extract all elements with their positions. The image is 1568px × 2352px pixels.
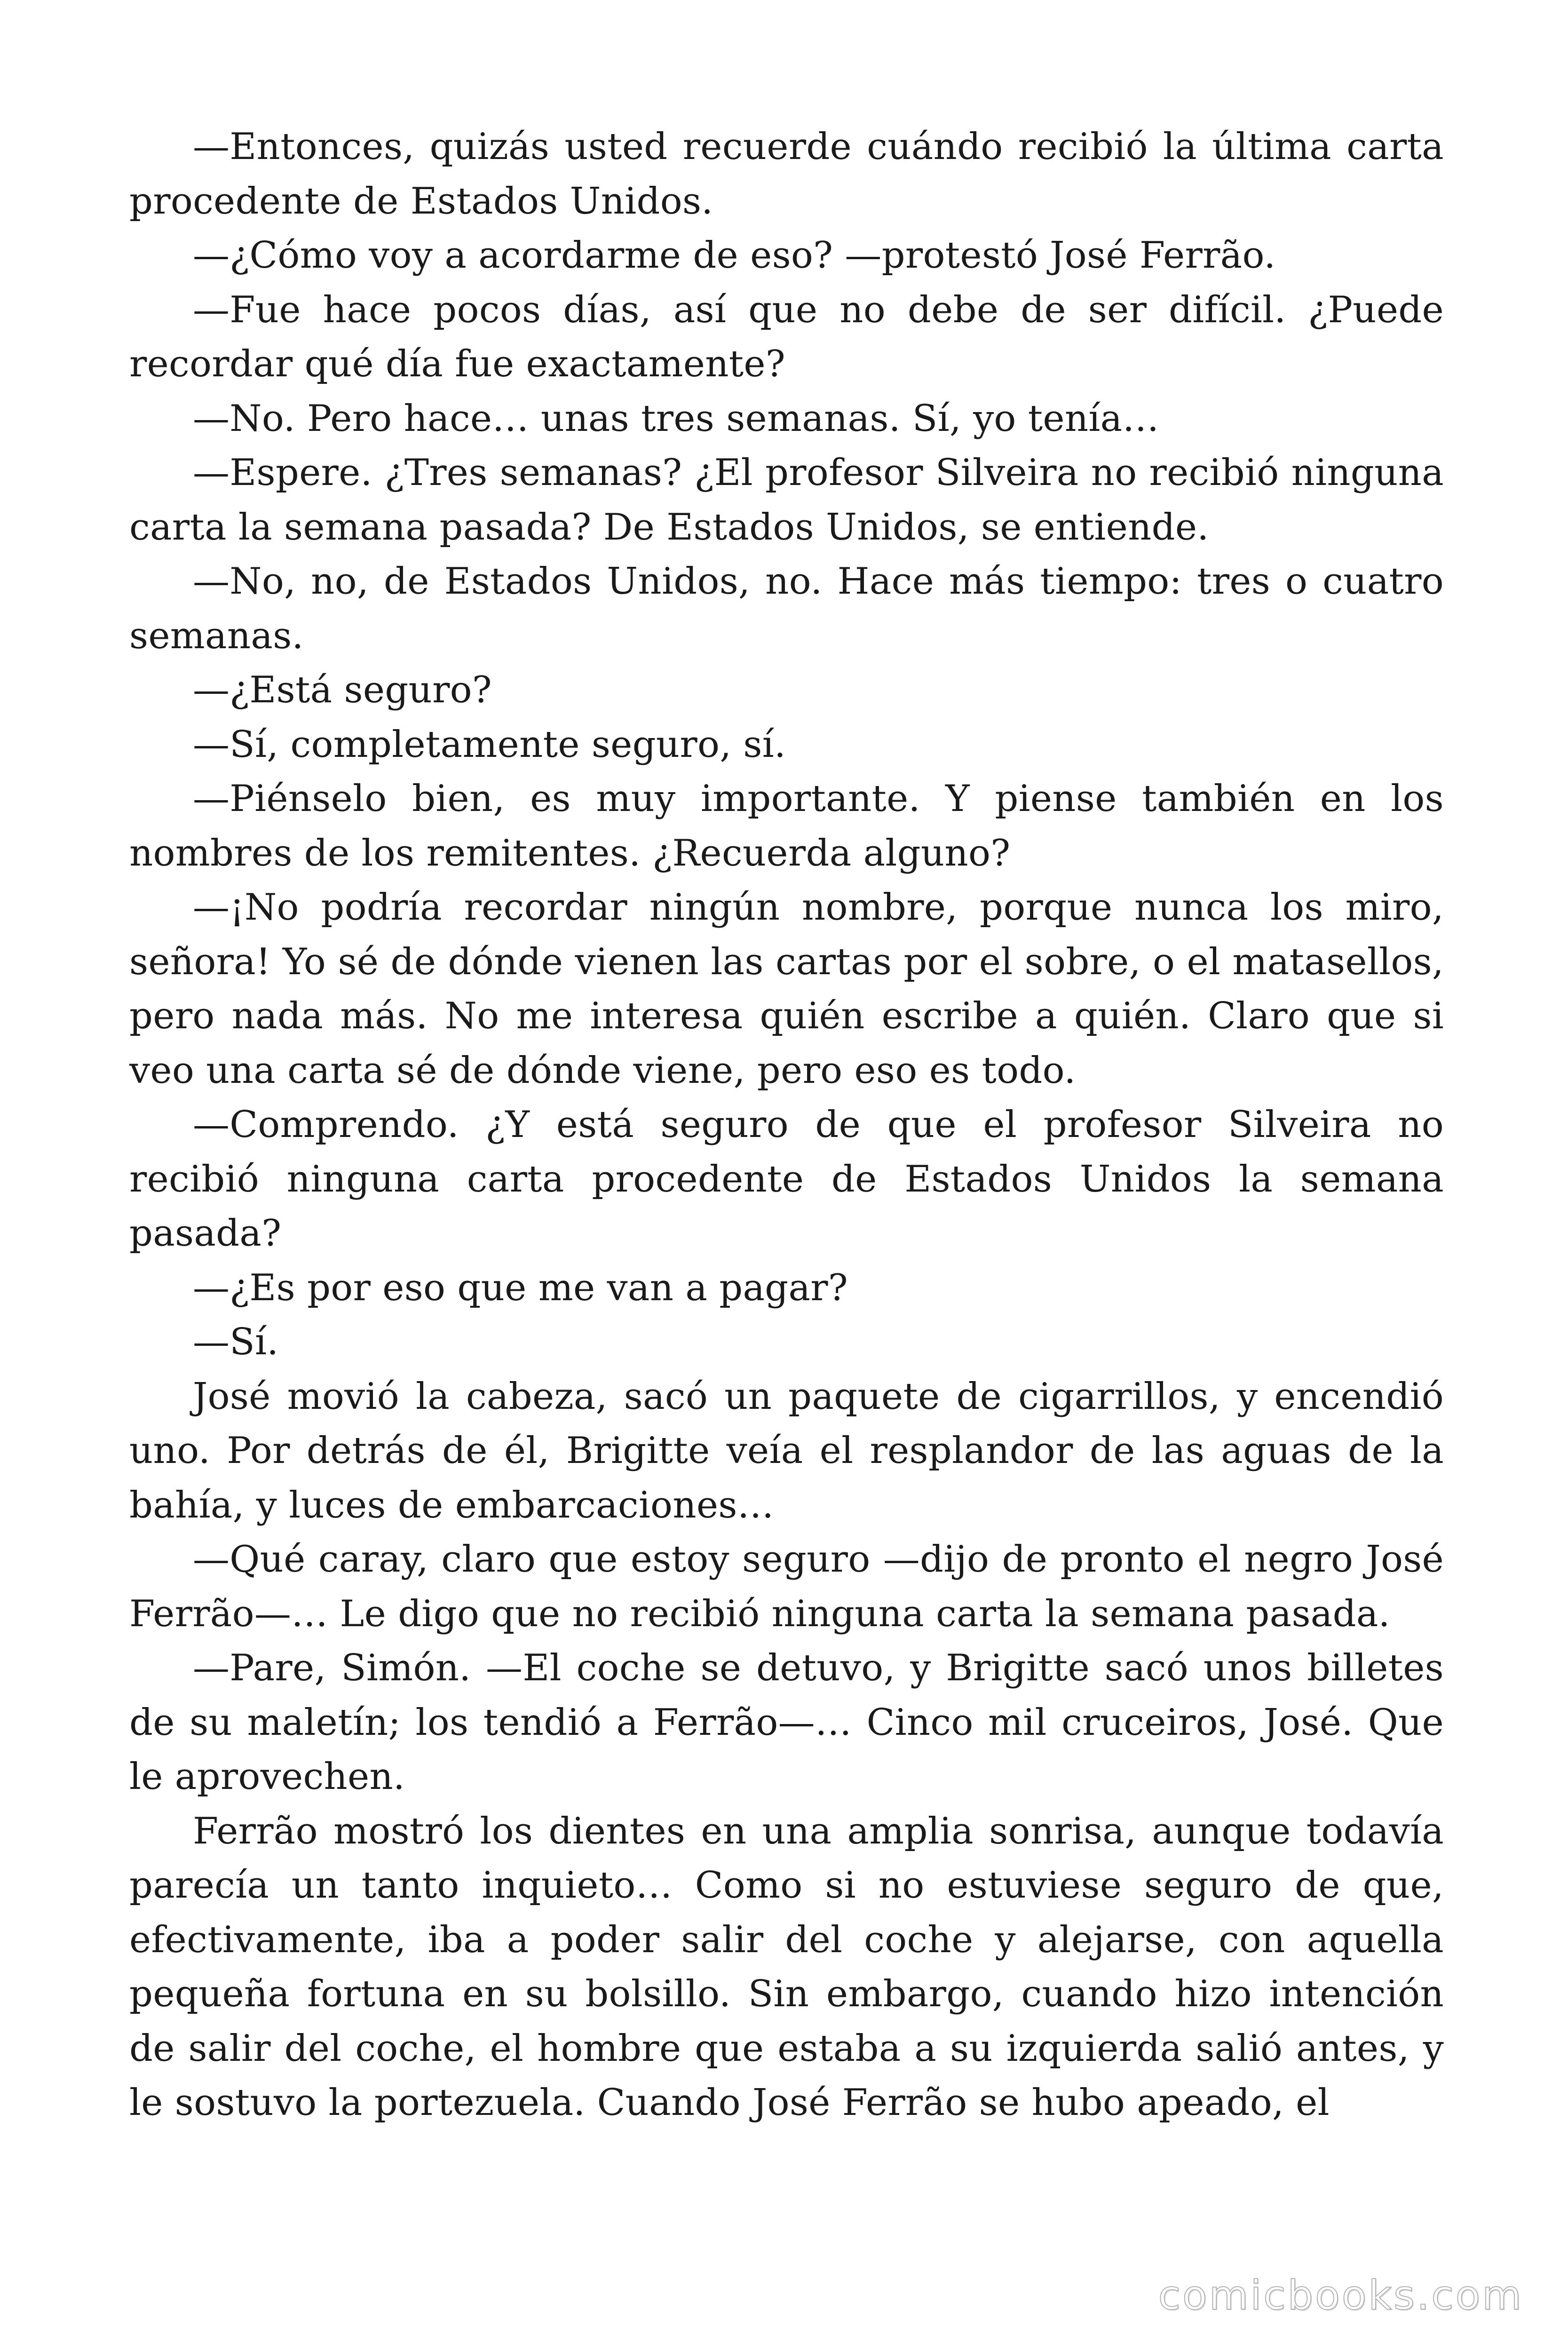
paragraph: —Espere. ¿Tres semanas? ¿El profesor Silveira no recibió ninguna carta la semana pasada? De Estados Unidos, se entiende. xyxy=(129,452,1444,548)
watermark: comicbooks.com xyxy=(1158,2272,1523,2319)
paragraph: —¿Está seguro? xyxy=(193,669,492,711)
paragraph: —¿Cómo voy a acordarme de eso? —protestó José Ferrão. xyxy=(193,234,1276,277)
paragraph: —Fue hace pocos días, así que no debe de ser difícil. ¿Puede recordar qué día fue exactamente? xyxy=(129,288,1444,385)
paragraph: —¡No podría recordar ningún nombre, porque nunca los miro, señora! Yo sé de dónde vienen las cartas por el sobre, o el matasellos, pero nada más. No me interesa quién escribe a quién. Claro que si veo una carta sé de dónde viene, pero eso es todo. xyxy=(129,886,1444,1092)
paragraph: —Pare, Simón. —El coche se detuvo, y Brigitte sacó unos billetes de su maletín; los tendió a Ferrão—… Cinco mil cruceiros, José. Que le aprovechen. xyxy=(129,1647,1444,1798)
paragraph: —¿Es por eso que me van a pagar? xyxy=(193,1266,848,1309)
paragraph: —No, no, de Estados Unidos, no. Hace más tiempo: tres o cuatro semanas. xyxy=(129,560,1444,657)
paragraph: —Sí. xyxy=(193,1321,279,1363)
paragraph: —Entonces, quizás usted recuerde cuándo recibió la última carta procedente de Estados Unidos. xyxy=(129,126,1444,222)
paragraph: José movió la cabeza, sacó un paquete de cigarrillos, y encendió uno. Por detrás de él, Brigitte veía el resplandor de las aguas de la bahía, y luces de embarcaciones… xyxy=(129,1375,1444,1526)
paragraph: —Sí, completamente seguro, sí. xyxy=(193,723,786,766)
paragraph: —Qué caray, claro que estoy seguro —dijo de pronto el negro José Ferrão—… Le digo que no recibió ninguna carta la semana pasada. xyxy=(129,1538,1444,1635)
book-page-text xyxy=(129,120,1444,2130)
paragraph: —Comprendo. ¿Y está seguro de que el profesor Silveira no recibió ninguna carta procedente de Estados Unidos la semana pasada? xyxy=(129,1104,1444,1255)
paragraph: —No. Pero hace… unas tres semanas. Sí, yo tenía… xyxy=(193,397,1159,440)
paragraph: Ferrão mostró los dientes en una amplia sonrisa, aunque todavía parecía un tanto inquieto… Como si no estuviese seguro de que, efectivamente, iba a poder salir del coche y alejarse, con aquella pequeña fortuna en su bolsillo. Sin embargo, cuando hizo intención de salir del coche, el hombre que estaba a su izquierda salió antes, y le sostuvo la portezuela. Cuando José Ferrão se hubo apeado, el xyxy=(129,1810,1444,2124)
paragraph: —Piénselo bien, es muy importante. Y piense también en los nombres de los remitentes. ¿Recuerda alguno? xyxy=(129,778,1444,874)
